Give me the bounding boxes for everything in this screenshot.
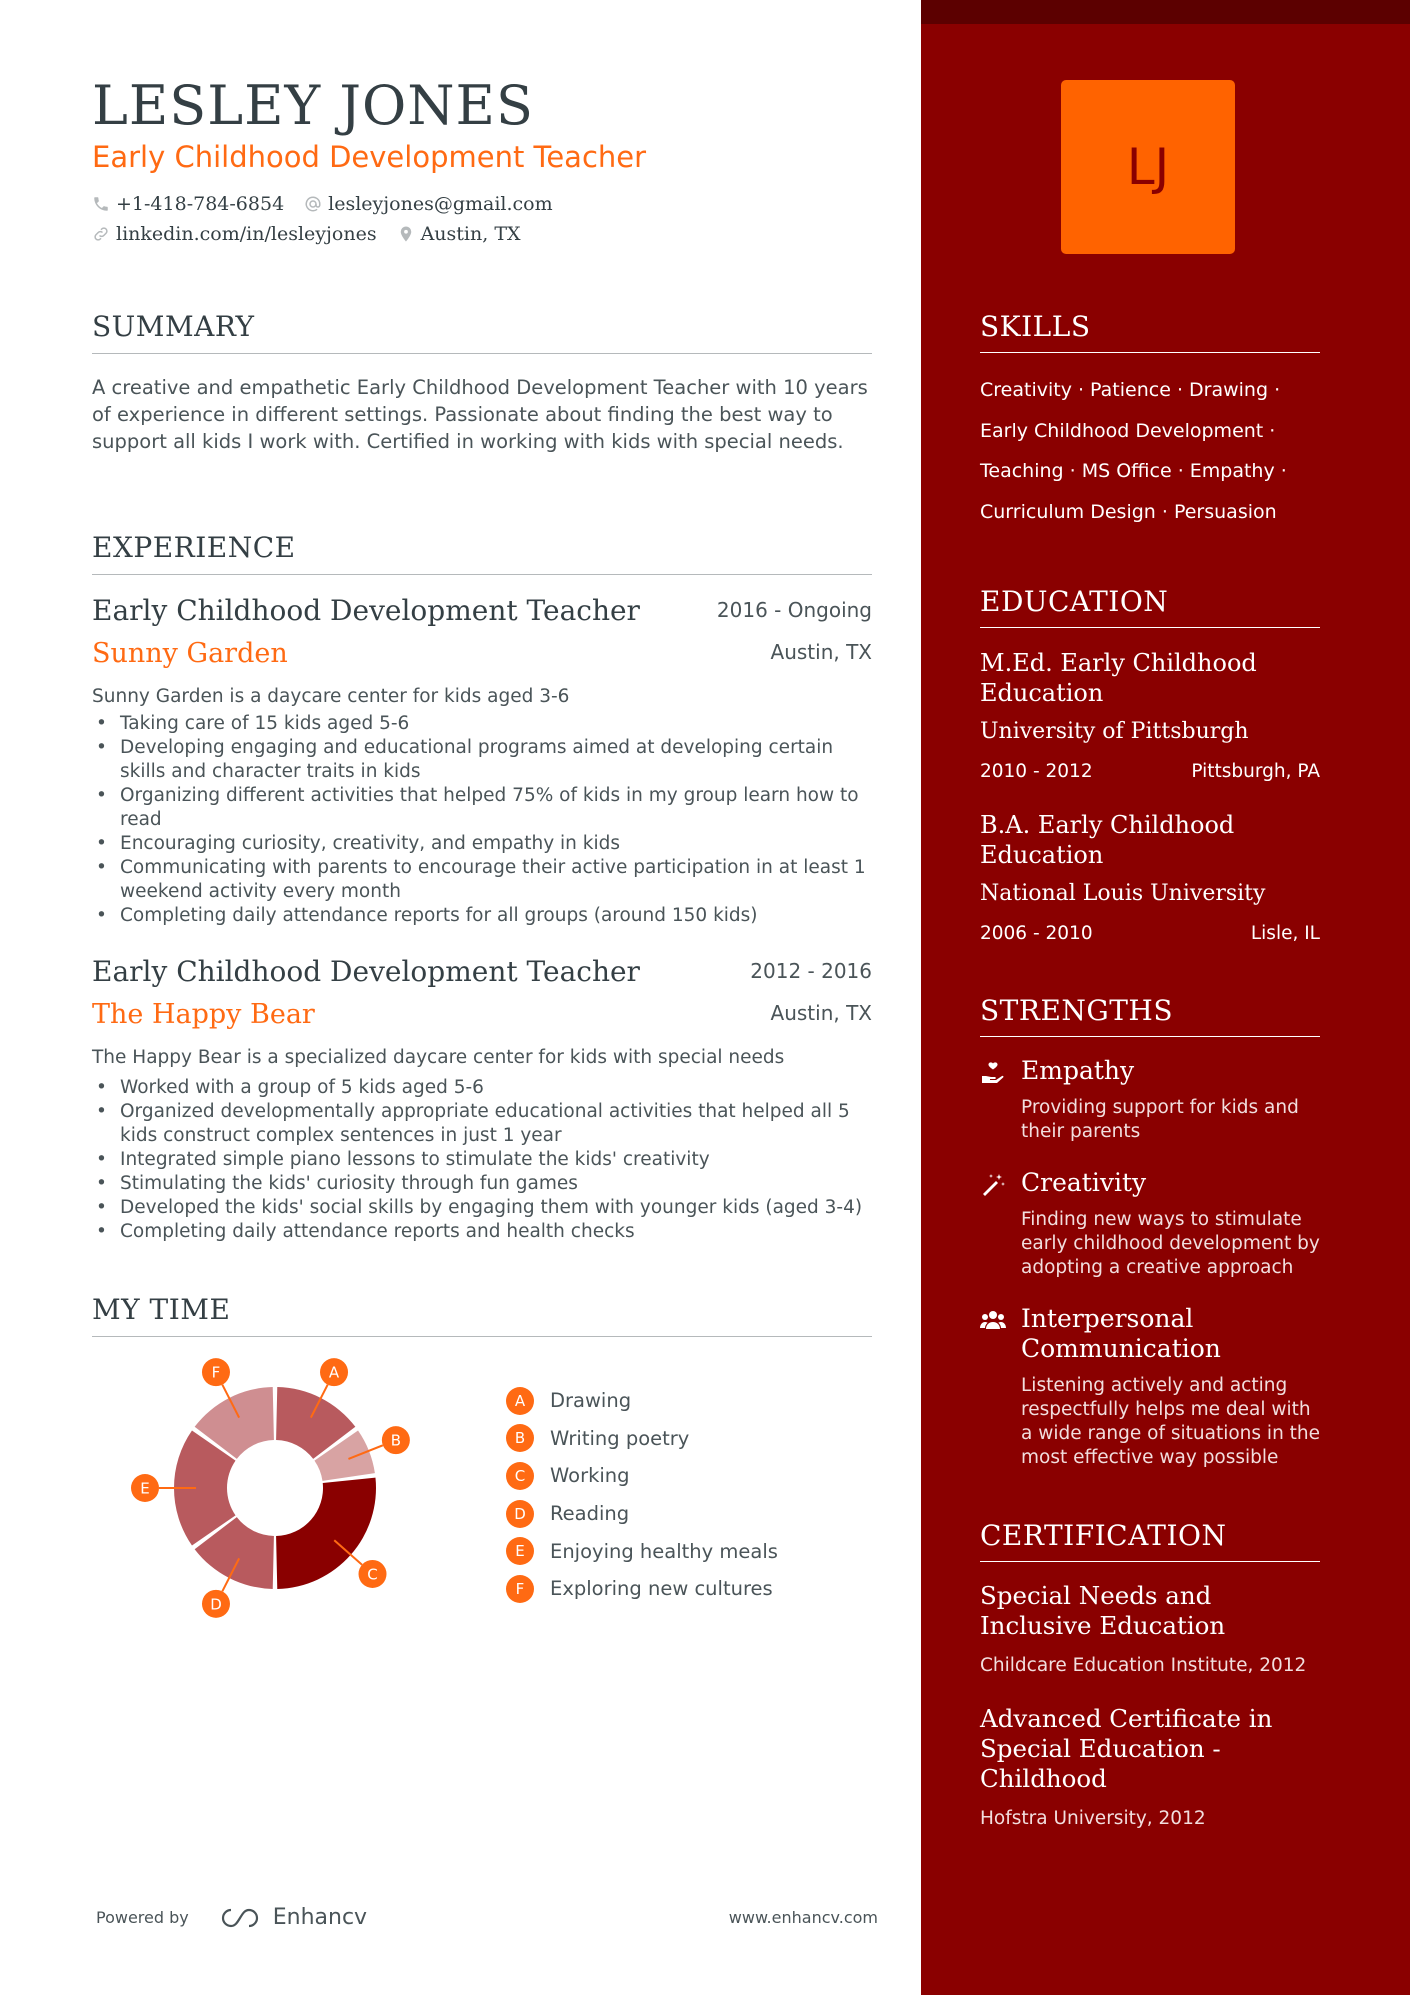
users-icon bbox=[980, 1308, 1006, 1334]
phone-icon bbox=[92, 195, 110, 213]
at-icon bbox=[304, 195, 322, 213]
donut-label-e: E bbox=[140, 1479, 150, 1498]
legend-item bbox=[506, 1420, 778, 1458]
linkedin-text: linkedin.com/in/lesleyjones bbox=[116, 223, 377, 245]
hand-heart-icon bbox=[980, 1060, 1006, 1086]
strength-name: Interpersonal Communication bbox=[1021, 1304, 1221, 1363]
job-dates: 2012 - 2016 bbox=[750, 959, 872, 983]
job-location: Austin, TX bbox=[770, 1001, 872, 1025]
strength-description: Providing support for kids and their parents bbox=[1021, 1097, 1299, 1142]
job-description: The Happy Bear is a specialized daycare center for kids with special needs bbox=[92, 1047, 785, 1068]
skills-list bbox=[980, 370, 1320, 532]
education-location: Pittsburgh, PA bbox=[1191, 761, 1320, 782]
donut-label-f: F bbox=[211, 1363, 221, 1382]
legend-label: Reading bbox=[550, 1502, 630, 1526]
linkedin-contact[interactable] bbox=[92, 223, 377, 245]
location-text: Austin, TX bbox=[420, 223, 521, 245]
job-bullet: • Encouraging curiosity, creativity, and empathy in kids bbox=[92, 832, 872, 856]
job-title: Early Childhood Development Teacher bbox=[92, 594, 640, 627]
powered-by-text: Powered by bbox=[96, 1908, 189, 1927]
strength-description: Finding new ways to stimulate early childhood development by adopting a creative approach bbox=[1021, 1209, 1320, 1278]
summary-title: SUMMARY bbox=[92, 310, 872, 354]
legend-badge: D bbox=[506, 1500, 534, 1528]
avatar: LJ bbox=[1061, 80, 1235, 254]
sidebar-top-bar bbox=[921, 0, 1410, 24]
candidate-name: LESLEY JONES bbox=[92, 74, 534, 137]
legend-label: Working bbox=[550, 1464, 630, 1488]
contact-row-2 bbox=[92, 223, 521, 245]
education-school: National Louis University bbox=[980, 881, 1266, 906]
enhancv-logo-icon bbox=[217, 1906, 263, 1930]
job-bullet: • Completing daily attendance reports and health checks bbox=[92, 1220, 872, 1244]
job-title: Early Childhood Development Teacher bbox=[92, 955, 640, 988]
legend-item bbox=[506, 1495, 778, 1533]
education-location: Lisle, IL bbox=[1250, 923, 1320, 944]
legend-label: Drawing bbox=[550, 1389, 632, 1413]
legend-badge: B bbox=[506, 1424, 534, 1452]
brand-logo[interactable] bbox=[217, 1905, 367, 1930]
legend-item bbox=[506, 1570, 778, 1608]
my-time-title: MY TIME bbox=[92, 1293, 872, 1337]
job-bullet: • Organizing different activities that helped 75% of kids in my group learn how to read bbox=[92, 784, 872, 832]
job-bullet: • Worked with a group of 5 kids aged 5-6 bbox=[92, 1076, 872, 1100]
summary-text: A creative and empathetic Early Childhood Development Teacher with 10 years of experience in different settings. Passionate about finding the best way to support all kids I work with. Certified in working with kids with special needs. bbox=[92, 376, 868, 453]
donut-label-b: B bbox=[390, 1431, 402, 1450]
legend-item bbox=[506, 1382, 778, 1420]
candidate-role: Early Childhood Development Teacher bbox=[92, 140, 647, 174]
legend-badge: C bbox=[506, 1462, 534, 1490]
education-dates: 2006 - 2010 bbox=[980, 923, 1093, 944]
legend-label: Enjoying healthy meals bbox=[550, 1539, 778, 1563]
education-meta bbox=[980, 761, 1320, 782]
legend-label: Exploring new cultures bbox=[550, 1577, 773, 1601]
email-text: lesleyjones@gmail.com bbox=[328, 193, 553, 215]
phone-contact bbox=[92, 193, 284, 215]
sidebar bbox=[921, 0, 1410, 1995]
job-bullet: • Developed the kids' social skills by engaging them with younger kids (aged 3-4) bbox=[92, 1196, 872, 1220]
job-company: Sunny Garden bbox=[92, 638, 288, 669]
location-contact bbox=[397, 223, 521, 245]
map-pin-icon bbox=[397, 225, 415, 243]
job-bullet: • Taking care of 15 kids aged 5-6 bbox=[92, 712, 872, 736]
strength-name: Creativity bbox=[1021, 1168, 1147, 1197]
skills-title: SKILLS bbox=[980, 310, 1320, 353]
job-company: The Happy Bear bbox=[92, 999, 315, 1030]
job-bullet: • Developing engaging and educational programs aimed at developing certain skills and character traits in kids bbox=[92, 736, 872, 784]
donut-label-c: C bbox=[367, 1565, 378, 1584]
skills-line: Creativity · Patience · Drawing · bbox=[980, 379, 1281, 401]
job-bullet: • Communicating with parents to encourage their active participation in at least 1 weekend activity every month bbox=[92, 856, 872, 904]
brand-name: Enhancv bbox=[272, 1905, 368, 1930]
legend-badge: F bbox=[506, 1575, 534, 1603]
certification-meta: Hofstra University, 2012 bbox=[980, 1808, 1206, 1829]
job-bullet: • Integrated simple piano lessons to stimulate the kids' creativity bbox=[92, 1148, 872, 1172]
phone-text: +1-418-784-6854 bbox=[116, 193, 285, 215]
education-degree: M.Ed. Early Childhood Education bbox=[980, 649, 1257, 707]
strength-description: Listening actively and acting respectfully helps me deal with a wide range of situations in the most effective way possible bbox=[1021, 1375, 1321, 1468]
education-degree: B.A. Early Childhood Education bbox=[980, 811, 1235, 869]
certification-meta: Childcare Education Institute, 2012 bbox=[980, 1655, 1307, 1676]
legend-item bbox=[506, 1532, 778, 1570]
donut-label-a: A bbox=[328, 1363, 340, 1382]
job-description: Sunny Garden is a daycare center for kids aged 3-6 bbox=[92, 686, 570, 707]
email-contact[interactable] bbox=[304, 193, 552, 215]
job-bullets bbox=[92, 712, 872, 928]
education-meta bbox=[980, 923, 1320, 944]
strengths-title: STRENGTHS bbox=[980, 994, 1320, 1037]
skills-line: Teaching · MS Office · Empathy · bbox=[980, 460, 1287, 482]
job-location: Austin, TX bbox=[770, 640, 872, 664]
legend-badge: E bbox=[506, 1537, 534, 1565]
time-donut-chart bbox=[92, 1360, 402, 1620]
skills-line: Curriculum Design · Persuasion bbox=[980, 500, 1277, 523]
contact-row-1 bbox=[92, 193, 553, 215]
certification-title: CERTIFICATION bbox=[980, 1519, 1320, 1562]
certification-name: Special Needs and Inclusive Education bbox=[980, 1581, 1226, 1640]
time-legend bbox=[506, 1382, 778, 1608]
education-school: University of Pittsburgh bbox=[980, 719, 1249, 744]
legend-label: Writing poetry bbox=[550, 1426, 690, 1450]
job-bullet: • Organized developmentally appropriate educational activities that helped all 5 kids construct complex sentences in just 1 year bbox=[92, 1100, 872, 1148]
footer bbox=[96, 1905, 878, 1930]
experience-title: EXPERIENCE bbox=[92, 531, 872, 575]
job-bullet: • Stimulating the kids' curiosity through fun games bbox=[92, 1172, 872, 1196]
education-title: EDUCATION bbox=[980, 585, 1320, 628]
job-bullets bbox=[92, 1076, 872, 1244]
magic-wand-icon bbox=[980, 1172, 1006, 1198]
skills-line: Early Childhood Development · bbox=[980, 419, 1276, 442]
footer-site-link[interactable]: www.enhancv.com bbox=[728, 1908, 878, 1927]
legend-badge: A bbox=[506, 1387, 534, 1415]
certification-name: Advanced Certificate in Special Education - Childhood bbox=[980, 1704, 1273, 1793]
education-dates: 2010 - 2012 bbox=[980, 761, 1093, 782]
strength-name: Empathy bbox=[1021, 1056, 1135, 1085]
legend-item bbox=[506, 1457, 778, 1495]
link-icon bbox=[92, 225, 110, 243]
job-bullet: • Completing daily attendance reports for all groups (around 150 kids) bbox=[92, 904, 872, 928]
donut-label-d: D bbox=[210, 1595, 222, 1614]
job-dates: 2016 - Ongoing bbox=[716, 598, 872, 622]
